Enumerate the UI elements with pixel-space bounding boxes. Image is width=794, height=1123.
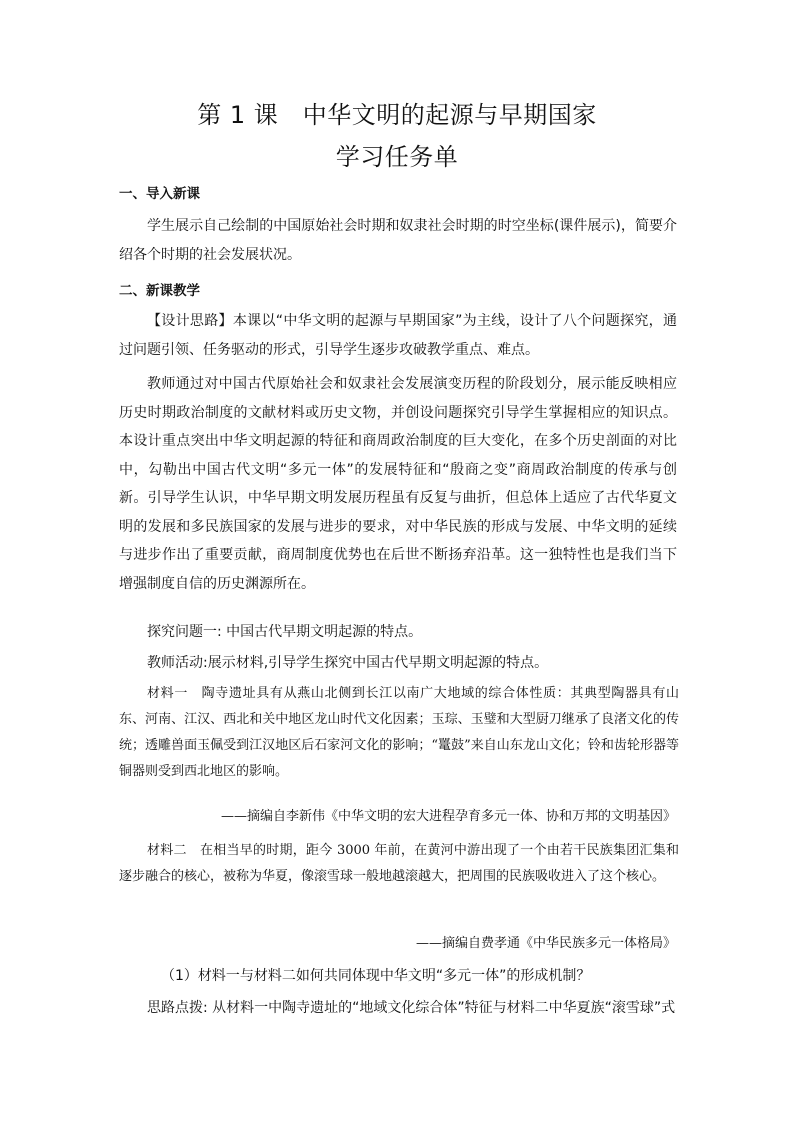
material-2-source: ——摘编自费孝通《中华民族多元一体格局》 [415, 936, 676, 951]
document-subtitle: 学习任务单 [335, 143, 459, 171]
section-heading-intro: 一、导入新课 [119, 186, 200, 202]
material-2: 材料二 在相当早的时期，距今 3000 年前，在黄河中游出现了一个由若干民族集团汇集和逐步融合的核心，被称为华夏，像滚雪球一般地越滚越大，把周围的民族吸收进入了这个核心。 [119, 843, 679, 884]
question-1: （1）材料一与材料二如何共同体现中华文明“多元一体”的形成机制？ [161, 968, 591, 984]
material-1-source: ——摘编自李新伟《中华文明的宏大进程孕育多元一体、协和万邦的文明基因》 [220, 809, 676, 824]
intro-paragraph: 学生展示自己绘制的中国原始社会时期和奴隶社会时期的时空坐标(课件展示)，简要介绍各个时期的社会发展状况。 [119, 218, 677, 263]
design-idea-paragraph: 【设计思路】本课以“中华文明的起源与早期国家”为主线，设计了八个问题探究，通过问题引领、任务驱动的形式，引导学生逐步攻破教学重点、难点。 [119, 313, 677, 358]
thinking-hint: 思路点拨: 从材料一中陶寺遗址的“地域文化综合体”特征与材料二中华夏族“滚雪球”式 [147, 1000, 676, 1016]
document-title: 第 1 课 中华文明的起源与早期国家 [197, 101, 597, 129]
section-heading-new-lesson: 二、新课教学 [119, 283, 200, 299]
inquiry-question-1: 探究问题一: 中国古代早期文明起源的特点。 [147, 624, 423, 640]
teacher-approach-paragraph: 教师通过对中国古代原始社会和奴隶社会发展演变历程的阶段划分，展示能反映相应历史时期政治制度的文献材料或历史文物，并创设问题探究引导学生掌握相应的知识点。本设计重点突出中华文明起源的特征和商周政治制度的巨大变化，在多个历史剖面的对比中，勾勒出中国古代文明“多元一体”的发展特征和“殷商之变”商周政治制度的传承与创新。引导学生认识，中华早期文明发展历程虽有反复与曲折，但总体上适应了古代华夏文明的发展和多民族国家的发展与进步的要求，对中华民族的形成与发展、中华文明的延续与进步作出了重要贡献，商周制度优势也在后世不断扬弃沿革。这一独特性也是我们当下增强制度自信的历史渊源所在。 [119, 376, 677, 592]
material-1: 材料一 陶寺遗址具有从燕山北侧到长江以南广大地域的综合体性质：其典型陶器具有山东、河南、江汉、西北和关中地区龙山时代文化因素；玉琮、玉璧和大型厨刀继承了良渚文化的传统；透雕兽面玉佩受到江汉地区后石家河文化的影响；“鼍鼓”来自山东龙山文化；铃和齿轮形器等铜器则受到西北地区的影响。 [119, 686, 679, 779]
teacher-activity: 教师活动:展示材料,引导学生探究中国古代早期文明起源的特点。 [147, 655, 549, 671]
